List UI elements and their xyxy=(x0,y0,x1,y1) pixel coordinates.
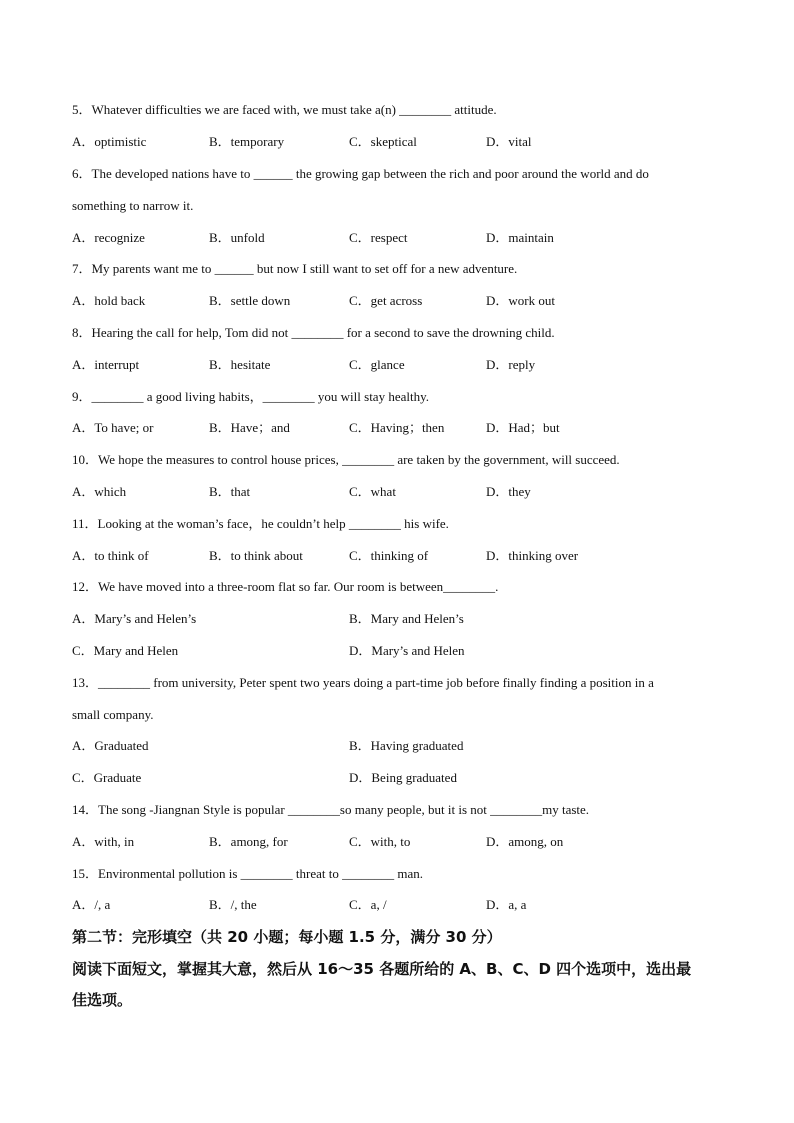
question-7: 7．My parents want me to ______ but now I still want to set off for a new adventure. xyxy=(72,261,518,276)
option-d: D．work out xyxy=(486,293,555,308)
option-c: C．Graduate xyxy=(72,770,142,785)
option-a: A．optimistic xyxy=(72,134,147,149)
option-d: D．reply xyxy=(486,357,536,372)
question-8: 8．Hearing the call for help, Tom did not ________ for a second to save the drowning child. xyxy=(72,325,555,340)
option-a: A．hold back xyxy=(72,293,146,308)
option-c: C．glance xyxy=(349,357,405,372)
option-b: B．Having graduated xyxy=(349,738,464,753)
options-12-row1 xyxy=(72,611,732,627)
options-5 xyxy=(72,134,732,150)
options-6 xyxy=(72,230,732,246)
question-13-cont: small company. xyxy=(72,707,154,722)
option-c: C．get across xyxy=(349,293,423,308)
option-b: B．settle down xyxy=(209,293,291,308)
option-c: C．what xyxy=(349,484,396,499)
option-b: B．to think about xyxy=(209,548,303,563)
option-a: A．Mary’s and Helen’s xyxy=(72,611,197,626)
question-9: 9．________ a good living habits，________ you will stay healthy. xyxy=(72,389,429,404)
question-5: 5．Whatever difficulties we are faced with, we must take a(n) ________ attitude. xyxy=(72,102,497,117)
section-heading: 第二节：完形填空（共 20 小题；每小题 1.5 分，满分 30 分） xyxy=(72,928,502,946)
options-11 xyxy=(72,548,732,564)
option-d: D．Being graduated xyxy=(349,770,457,785)
option-b: B．that xyxy=(209,484,251,499)
question-13: 13．________ from university, Peter spent two years doing a part-time job before finally finding a position in a xyxy=(72,675,654,690)
option-b: B．unfold xyxy=(209,230,265,245)
option-d: D．vital xyxy=(486,134,532,149)
options-10 xyxy=(72,484,732,500)
options-15 xyxy=(72,897,732,913)
option-d: D．Mary’s and Helen xyxy=(349,643,465,658)
option-a: A．with, in xyxy=(72,834,135,849)
question-14: 14．The song -Jiangnan Style is popular ________so many people, but it is not ________my taste. xyxy=(72,802,590,817)
option-d: D．maintain xyxy=(486,230,554,245)
option-a: A．/, a xyxy=(72,897,111,912)
question-6: 6．The developed nations have to ______ the growing gap between the rich and poor around the world and do xyxy=(72,166,649,181)
option-c: C．a, / xyxy=(349,897,387,912)
option-b: B．Have；and xyxy=(209,420,290,435)
option-b: B．hesitate xyxy=(209,357,271,372)
option-a: A．To have; or xyxy=(72,420,154,435)
options-8 xyxy=(72,357,732,373)
options-13-row2 xyxy=(72,770,732,786)
options-14 xyxy=(72,834,732,850)
section-instruction: 阅读下面短文，掌握其大意，然后从 16～35 各题所给的 A、B、C、D 四个选项中，选出最 xyxy=(72,960,692,978)
option-a: A．interrupt xyxy=(72,357,140,372)
question-15: 15．Environmental pollution is ________ threat to ________ man. xyxy=(72,866,423,881)
option-c: C．with, to xyxy=(349,834,411,849)
option-c: C．Mary and Helen xyxy=(72,643,179,658)
option-b: B．/, the xyxy=(209,897,257,912)
option-d: D．they xyxy=(486,484,531,499)
question-10: 10．We hope the measures to control house prices, ________ are taken by the government, will succeed. xyxy=(72,452,620,467)
option-b: B．among, for xyxy=(209,834,288,849)
option-a: A．which xyxy=(72,484,127,499)
question-6-cont: something to narrow it. xyxy=(72,198,194,213)
question-12: 12．We have moved into a three-room flat so far. Our room is between________. xyxy=(72,579,499,594)
option-a: A．recognize xyxy=(72,230,145,245)
option-c: C．Having；then xyxy=(349,420,445,435)
options-12-row2 xyxy=(72,643,732,659)
option-b: B．temporary xyxy=(209,134,285,149)
option-d: D．thinking over xyxy=(486,548,579,563)
options-7 xyxy=(72,293,732,309)
options-13-row1 xyxy=(72,738,732,754)
option-b: B．Mary and Helen’s xyxy=(349,611,464,626)
option-d: D．Had；but xyxy=(486,420,560,435)
option-c: C．skeptical xyxy=(349,134,417,149)
option-a: A．to think of xyxy=(72,548,149,563)
option-c: C．thinking of xyxy=(349,548,429,563)
option-c: C．respect xyxy=(349,230,408,245)
options-9 xyxy=(72,420,732,436)
option-d: D．among, on xyxy=(486,834,564,849)
option-d: D．a, a xyxy=(486,897,527,912)
section-instruction-cont: 佳选项。 xyxy=(72,991,133,1009)
option-a: A．Graduated xyxy=(72,738,149,753)
question-11: 11．Looking at the woman’s face，he couldn’t help ________ his wife. xyxy=(72,516,449,531)
